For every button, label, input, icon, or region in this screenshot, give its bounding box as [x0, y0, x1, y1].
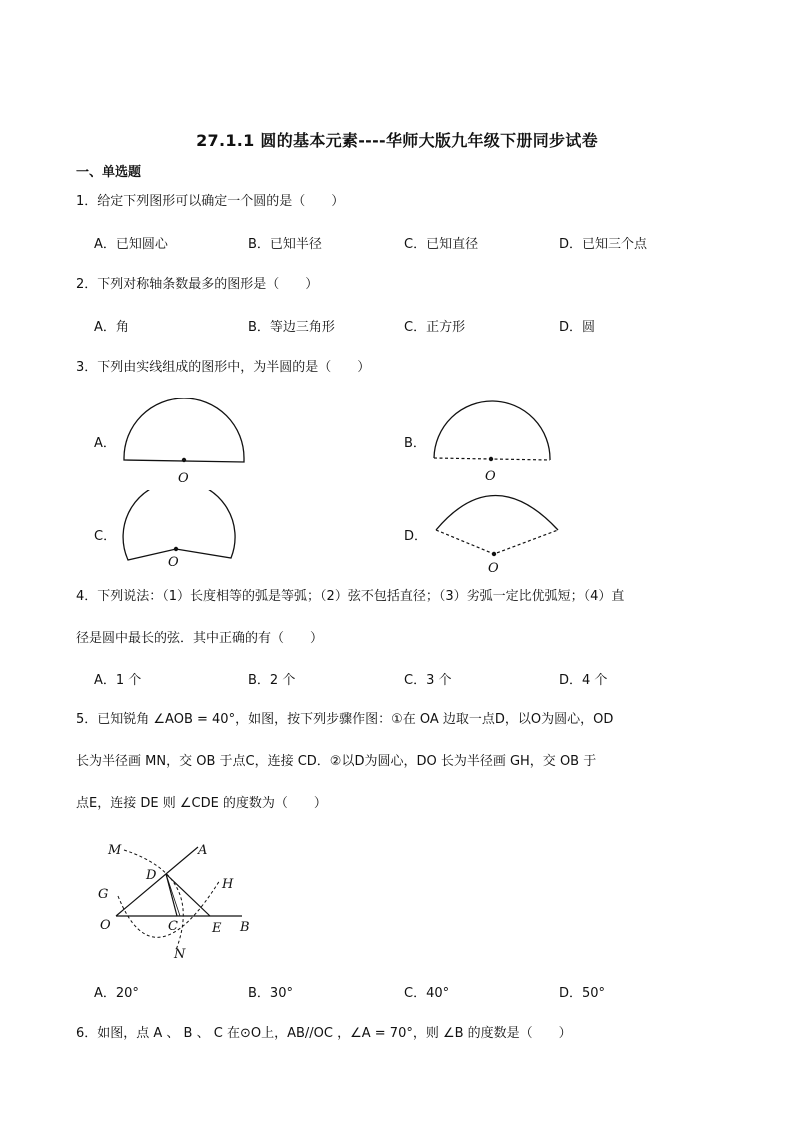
- q5-option-c[interactable]: C．40°: [404, 986, 450, 1001]
- q5-label-n: N: [174, 947, 186, 962]
- q3-option-c-label[interactable]: C．: [94, 529, 117, 544]
- q3-figure-a: [118, 398, 250, 488]
- q2-option-a[interactable]: A．角: [94, 320, 129, 335]
- q5-label-m: M: [108, 843, 122, 858]
- q4-option-a[interactable]: A．1 个: [94, 673, 142, 688]
- question-4-line-2: 径是圆中最长的弦．其中正确的有（ ）: [76, 631, 324, 646]
- question-4-options: [94, 669, 744, 689]
- q5-option-b[interactable]: B．30°: [248, 986, 293, 1001]
- q5-option-d[interactable]: D．50°: [559, 986, 606, 1001]
- q1-option-b[interactable]: B．已知半径: [248, 237, 322, 252]
- question-5-line-3: 点E，连接 DE 则 ∠CDE 的度数为（ ）: [76, 796, 327, 811]
- question-6-stem: 6．如图，点 A 、 B 、 C 在⊙O上，AB//OC ，∠A = 70°，则 ∠B 的度数是（ ）: [76, 1026, 572, 1041]
- q2-option-c[interactable]: C．正方形: [404, 320, 466, 335]
- q3-figure-c: [120, 490, 236, 570]
- q2-option-d[interactable]: D．圆: [559, 320, 596, 335]
- q4-option-b[interactable]: B．2 个: [248, 673, 296, 688]
- question-4-line-1: 4．下列说法：（1）长度相等的弧是等弧；（2）弦不包括直径；（3）劣弧一定比优弧短；（4）直: [76, 589, 625, 604]
- q2-option-b[interactable]: B．等边三角形: [248, 320, 335, 335]
- q3-figure-b: [428, 392, 560, 484]
- q1-option-a[interactable]: A．已知圆心: [94, 237, 168, 252]
- question-2-options: [94, 316, 744, 336]
- q3-d-point-label: O: [488, 561, 499, 576]
- q5-label-g: G: [98, 887, 109, 902]
- q3-b-point-label: O: [485, 469, 496, 484]
- page-title: 27.1.1 圆的基本元素----华师大版九年级下册同步试卷: [196, 131, 598, 150]
- section-heading: 一、单选题: [76, 165, 142, 180]
- q3-a-point-label: O: [178, 471, 189, 486]
- question-5-line-1: 5．已知锐角 ∠AOB = 40°，如图，按下列步骤作图：①在 OA 边取一点D，以O为圆心，OD: [76, 712, 614, 727]
- q5-label-a: A: [198, 843, 208, 858]
- q5-label-b: B: [240, 920, 250, 935]
- q3-c-point-label: O: [168, 555, 179, 570]
- q3-option-d-label[interactable]: D．: [404, 529, 428, 544]
- q4-option-d[interactable]: D．4 个: [559, 673, 608, 688]
- q5-label-c: C: [168, 919, 178, 934]
- question-1-options: [94, 233, 744, 253]
- q5-label-o: O: [100, 918, 111, 933]
- question-3-stem: 3．下列由实线组成的图形中，为半圆的是（ ）: [76, 360, 371, 375]
- q5-label-e: E: [212, 921, 222, 936]
- q4-option-c[interactable]: C．3 个: [404, 673, 452, 688]
- question-5-line-2: 长为半径画 MN，交 OB 于点C，连接 CD．②以D为圆心，DO 长为半径画 GH，交 OB 于: [76, 754, 597, 769]
- question-1-stem: 1．给定下列图形可以确定一个圆的是（ ）: [76, 194, 345, 209]
- q3-option-b-label[interactable]: B．: [404, 436, 426, 451]
- q1-option-c[interactable]: C．已知直径: [404, 237, 479, 252]
- q5-construction-figure: [94, 836, 264, 966]
- q5-label-d: D: [146, 868, 157, 883]
- question-2-stem: 2．下列对称轴条数最多的图形是（ ）: [76, 277, 319, 292]
- q5-label-h: H: [222, 877, 234, 892]
- q5-option-a[interactable]: A．20°: [94, 986, 139, 1001]
- q3-figure-d: [426, 486, 566, 578]
- q1-option-d[interactable]: D．已知三个点: [559, 237, 648, 252]
- question-5-options: [94, 982, 744, 1002]
- q3-option-a-label[interactable]: A．: [94, 436, 116, 451]
